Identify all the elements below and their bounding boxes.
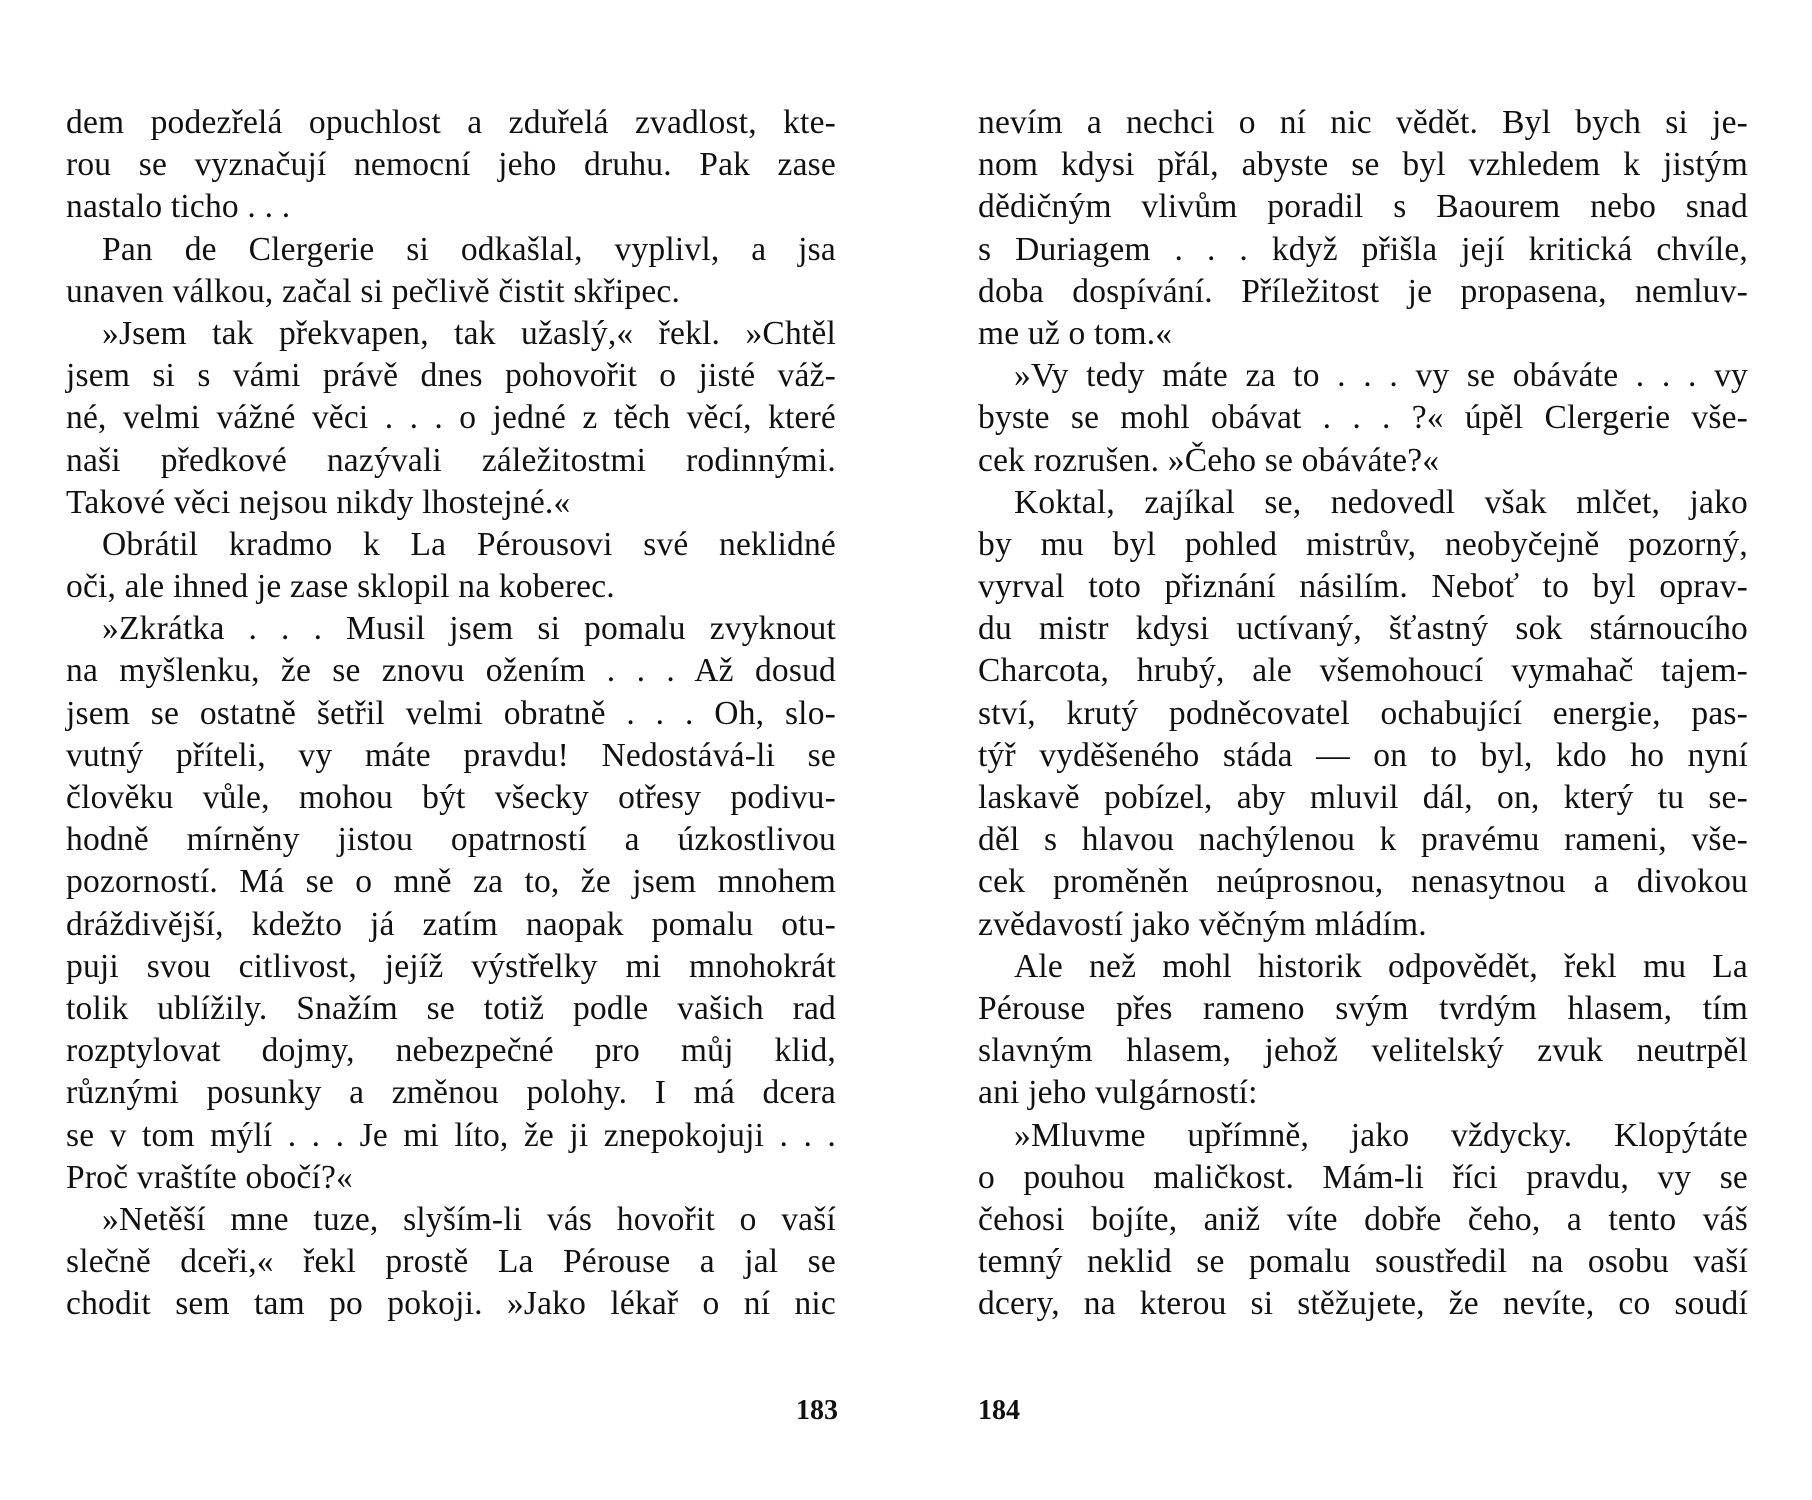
text-line: Charcota, hrubý, ale všemohoucí vymahač tajem- <box>978 652 1748 690</box>
text-line: laskavě pobízel, aby mluvil dál, on, který tu se- <box>978 779 1748 816</box>
right-page-text <box>978 102 1748 1325</box>
text-line: Ale než mohl historik odpovědět, řekl mu La <box>1014 947 1748 985</box>
text-line: temný neklid se pomalu soustředil na osobu vaší <box>978 1243 1748 1281</box>
text-line: Koktal, zajíkal se, nedovedl však mlčet, jako <box>1014 483 1748 521</box>
text-line: byste se mohl obávat . . . ?« úpěl Clergerie vše- <box>978 399 1748 437</box>
text-line: hodně mírněny jistou opatrností a úzkostlivou <box>66 821 836 859</box>
text-line: dem podezřelá opuchlost a zduřelá zvadlost, kte- <box>66 104 836 141</box>
text-line: s Duriagem . . . když přišla její kritická chvíle, <box>978 230 1748 268</box>
text-line: děl s hlavou nachýlenou k pravému rameni, vše- <box>978 821 1748 859</box>
text-line: čehosi bojíte, aniž víte dobře čeho, a tento váš <box>978 1200 1748 1238</box>
text-line: o pouhou maličkost. Mám-li říci pravdu, vy se <box>978 1158 1748 1196</box>
text-line: Pérouse přes rameno svým tvrdým hlasem, tím <box>978 989 1748 1027</box>
text-line: dědičným vlivům poradil s Baourem nebo snad <box>978 188 1748 226</box>
text-line: dráždivější, kdežto já zatím naopak pomalu otu- <box>66 905 836 943</box>
text-line: ství, krutý podněcovatel ochabující energie, pas- <box>978 694 1748 732</box>
text-line: týř vyděšeného stáda — on to byl, kdo ho nyní <box>978 736 1748 774</box>
text-line: »Zkrátka . . . Musil jsem si pomalu zvyknout <box>102 610 836 648</box>
text-line: vutný příteli, vy máte pravdu! Nedostává-li se <box>66 736 836 774</box>
text-line: slavným hlasem, jehož velitelský zvuk neutrpěl <box>978 1032 1748 1070</box>
text-line: vyrval toto přiznání násilím. Neboť to byl oprav- <box>978 568 1748 606</box>
text-line: rozptylovat dojmy, nebezpečné pro můj klid, <box>66 1032 836 1070</box>
text-line: oči, ale ihned je zase sklopil na koberec. <box>66 568 615 606</box>
left-page-text <box>66 102 836 1325</box>
text-line: nevím a nechci o ní nic vědět. Byl bych si je- <box>978 104 1748 141</box>
text-line: puji svou citlivost, jejíž výstřelky mi mnohokrát <box>66 947 836 985</box>
text-line: slečně dceři,« řekl prostě La Pérouse a jal se <box>66 1243 836 1281</box>
text-line: rou se vyznačují nemocní jeho druhu. Pak zase <box>66 146 836 184</box>
text-line: Obrátil kradmo k La Pérousovi své neklidné <box>102 525 836 563</box>
text-line: Takové věci nejsou nikdy lhostejné.« <box>66 483 571 521</box>
text-line: zvědavostí jako věčným mládím. <box>978 905 1427 943</box>
text-line: tolik ublížily. Snažím se totiž podle vašich rad <box>66 989 836 1027</box>
text-line: né, velmi vážné věci . . . o jedné z těch věcí, které <box>66 399 836 437</box>
text-line: unaven válkou, začal si pečlivě čistit skřipec. <box>66 272 681 310</box>
text-line: různými posunky a změnou polohy. I má dcera <box>66 1074 836 1112</box>
text-line: pozorností. Má se o mně za to, že jsem mnohem <box>66 863 836 901</box>
text-line: se v tom mýlí . . . Je mi líto, že ji znepokojuji . . . <box>66 1116 836 1154</box>
text-line: du mistr kdysi uctívaný, šťastný sok stárnoucího <box>978 610 1748 648</box>
text-line: jsem se ostatně šetřil velmi obratně . . . Oh, slo- <box>66 694 836 732</box>
page-number-right: 184 <box>978 1395 1020 1426</box>
text-line: ani jeho vulgárností: <box>978 1074 1258 1112</box>
text-line: dcery, na kterou si stěžujete, že nevíte, co soudí <box>978 1285 1748 1323</box>
text-line: me už o tom.« <box>978 314 1173 352</box>
text-line: naši předkové nazývali záležitostmi rodinnými. <box>66 441 836 479</box>
text-line: nom kdysi přál, abyste se byl vzhledem k jistým <box>978 146 1748 184</box>
text-line: chodit sem tam po pokoji. »Jako lékař o ní nic <box>66 1285 836 1323</box>
text-line: »Mluvme upřímně, jako vždycky. Klopýtáte <box>1014 1116 1748 1154</box>
text-line: »Jsem tak překvapen, tak užaslý,« řekl. »Chtěl <box>102 314 836 352</box>
text-line: člověku vůle, mohou být všecky otřesy podivu- <box>66 779 836 816</box>
text-line: na myšlenku, že se znovu ožením . . . Až dosud <box>66 652 836 690</box>
text-line: cek rozrušen. »Čeho se obáváte?« <box>978 441 1440 479</box>
text-line: »Vy tedy máte za to . . . vy se obáváte . . . vy <box>1014 357 1748 395</box>
text-line: doba dospívání. Příležitost je propasena, nemluv- <box>978 272 1748 310</box>
text-line: Proč vraštíte obočí?« <box>66 1158 354 1196</box>
text-line: »Netěší mne tuze, slyším-li vás hovořit o vaší <box>102 1200 836 1238</box>
page-number-left: 183 <box>796 1395 838 1426</box>
text-line: by mu byl pohled mistrův, neobyčejně pozorný, <box>978 525 1748 563</box>
text-line: jsem si s vámi právě dnes pohovořit o jisté váž- <box>66 357 836 395</box>
text-line: Pan de Clergerie si odkašlal, vyplivl, a jsa <box>102 230 836 268</box>
text-line: cek proměněn neúprosnou, nenasytnou a divokou <box>978 863 1748 901</box>
text-line: nastalo ticho . . . <box>66 188 291 226</box>
